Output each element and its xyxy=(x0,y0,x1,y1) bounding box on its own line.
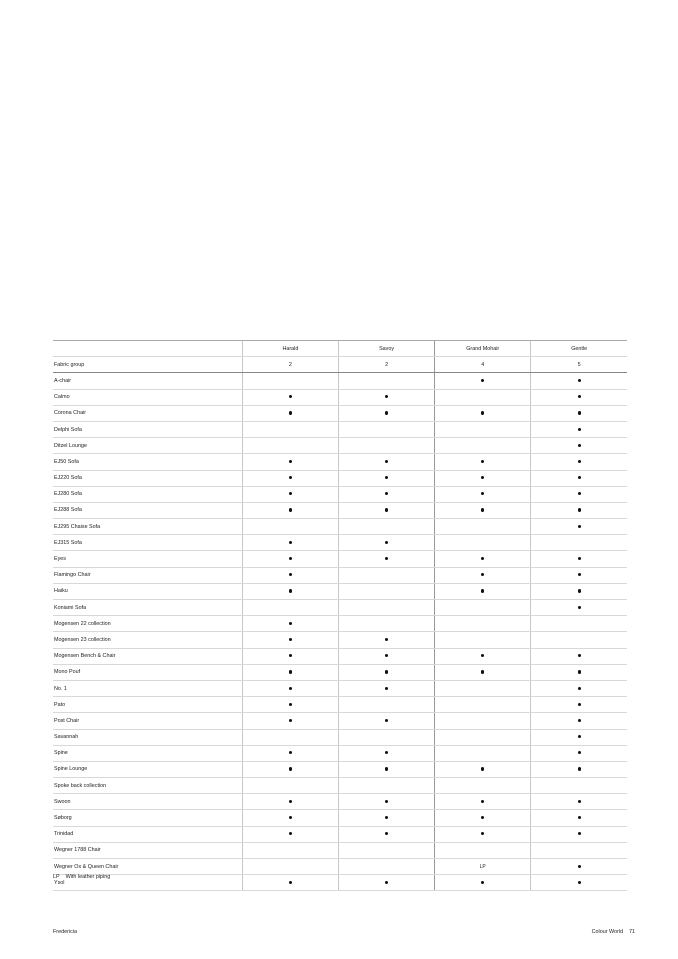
row-label: Søborg xyxy=(53,810,242,826)
availability-dot-icon xyxy=(481,557,484,560)
table-cell xyxy=(338,502,434,518)
column-header-gentle: Gentle xyxy=(531,341,627,357)
table-cell xyxy=(338,632,434,648)
table-row xyxy=(53,745,627,761)
availability-dot-icon xyxy=(385,476,388,479)
table-row xyxy=(53,778,627,794)
table-cell xyxy=(531,502,627,518)
table-cell xyxy=(435,842,531,858)
availability-dot-icon xyxy=(578,492,581,495)
availability-dot-icon xyxy=(578,395,581,398)
table-row xyxy=(53,535,627,551)
table-row xyxy=(53,697,627,713)
availability-dot-icon xyxy=(289,751,292,754)
table-row xyxy=(53,389,627,405)
table-cell xyxy=(531,794,627,810)
availability-dot-icon xyxy=(385,687,388,690)
availability-dot-icon xyxy=(578,800,581,803)
table-cell xyxy=(531,761,627,777)
availability-dot-icon xyxy=(481,508,484,511)
table-cell xyxy=(338,875,434,891)
fabric-availability-table xyxy=(53,340,627,891)
availability-dot-icon xyxy=(289,508,292,511)
availability-dot-icon xyxy=(385,767,388,770)
table-cell xyxy=(242,373,338,389)
table-cell xyxy=(435,567,531,583)
table-cell xyxy=(338,470,434,486)
table-row xyxy=(53,826,627,842)
table-cell xyxy=(531,551,627,567)
availability-dot-icon xyxy=(385,719,388,722)
table-row xyxy=(53,680,627,696)
table-cell xyxy=(531,486,627,502)
table-cell xyxy=(531,697,627,713)
table-row xyxy=(53,632,627,648)
table-cell xyxy=(531,875,627,891)
table-cell xyxy=(242,567,338,583)
table-cell xyxy=(338,745,434,761)
table-cell xyxy=(435,680,531,696)
table-row xyxy=(53,438,627,454)
table-cell xyxy=(338,616,434,632)
availability-dot-icon xyxy=(481,492,484,495)
table-cell xyxy=(531,680,627,696)
table-cell xyxy=(531,745,627,761)
availability-dot-icon xyxy=(385,638,388,641)
table-row xyxy=(53,761,627,777)
table-cell xyxy=(531,616,627,632)
availability-dot-icon xyxy=(289,622,292,625)
availability-dot-icon xyxy=(289,881,292,884)
table-cell xyxy=(435,794,531,810)
fabric-group-gentle: 5 xyxy=(531,357,627,373)
table-cell xyxy=(242,389,338,405)
row-label: Ysol xyxy=(53,875,242,891)
table-cell xyxy=(242,421,338,437)
table-cell xyxy=(242,875,338,891)
table-cell xyxy=(338,859,434,875)
table-cell xyxy=(435,421,531,437)
table-cell xyxy=(531,438,627,454)
row-label: EJ315 Sofa xyxy=(53,535,242,551)
table-cell xyxy=(242,859,338,875)
footer-right xyxy=(592,929,635,935)
availability-dot-icon xyxy=(578,816,581,819)
availability-dot-icon xyxy=(385,654,388,657)
row-label: Spine Lounge xyxy=(53,761,242,777)
table-cell xyxy=(242,470,338,486)
row-label: Calmo xyxy=(53,389,242,405)
table-cell xyxy=(242,826,338,842)
table-cell xyxy=(435,502,531,518)
table-cell xyxy=(338,697,434,713)
availability-dot-icon xyxy=(578,865,581,868)
availability-dot-icon xyxy=(481,573,484,576)
header-empty-cell xyxy=(53,341,242,357)
table-row xyxy=(53,373,627,389)
availability-dot-icon xyxy=(385,670,388,673)
row-label: Savannah xyxy=(53,729,242,745)
table-cell xyxy=(435,859,531,875)
availability-dot-icon xyxy=(289,492,292,495)
availability-dot-icon xyxy=(578,476,581,479)
row-label: Corona Chair xyxy=(53,405,242,421)
fabric-group-harald: 2 xyxy=(242,357,338,373)
availability-dot-icon xyxy=(481,832,484,835)
table-cell xyxy=(338,486,434,502)
footnote-text: With leather piping xyxy=(65,874,111,880)
table-cell xyxy=(242,486,338,502)
availability-dot-icon xyxy=(481,460,484,463)
row-label: Mogensen Bench & Chair xyxy=(53,648,242,664)
table-cell xyxy=(435,454,531,470)
availability-dot-icon xyxy=(578,460,581,463)
table-row xyxy=(53,454,627,470)
table-cell xyxy=(242,454,338,470)
table-cell xyxy=(435,875,531,891)
availability-dot-icon xyxy=(385,557,388,560)
table-row xyxy=(53,600,627,616)
table-cell xyxy=(242,810,338,826)
availability-dot-icon xyxy=(385,800,388,803)
table-row xyxy=(53,729,627,745)
table-cell xyxy=(435,810,531,826)
row-label: Flamingo Chair xyxy=(53,567,242,583)
table-cell xyxy=(531,454,627,470)
availability-dot-icon xyxy=(578,654,581,657)
footer-brand: Fredericia xyxy=(53,929,77,935)
table-cell xyxy=(435,389,531,405)
table-cell xyxy=(435,519,531,535)
table-cell xyxy=(338,535,434,551)
table-cell xyxy=(338,826,434,842)
table-cell xyxy=(435,697,531,713)
table-cell xyxy=(338,778,434,794)
table-row xyxy=(53,810,627,826)
availability-dot-icon xyxy=(289,476,292,479)
table-cell xyxy=(338,729,434,745)
table-cell xyxy=(242,535,338,551)
table-cell xyxy=(338,713,434,729)
row-label: EJ280 Sofa xyxy=(53,486,242,502)
availability-dot-icon xyxy=(578,751,581,754)
table-cell xyxy=(435,470,531,486)
availability-dot-icon xyxy=(289,800,292,803)
table-cell xyxy=(435,745,531,761)
table-cell xyxy=(242,600,338,616)
availability-dot-icon xyxy=(481,670,484,673)
availability-dot-icon xyxy=(481,654,484,657)
table-cell xyxy=(531,583,627,599)
availability-dot-icon xyxy=(289,395,292,398)
row-label: Ditzel Lounge xyxy=(53,438,242,454)
table-cell xyxy=(338,551,434,567)
table-cell xyxy=(531,713,627,729)
table-cell xyxy=(338,567,434,583)
availability-dot-icon xyxy=(289,767,292,770)
table-cell xyxy=(338,405,434,421)
table-cell xyxy=(435,664,531,680)
table-cell xyxy=(531,389,627,405)
table-row xyxy=(53,859,627,875)
table-cell xyxy=(531,567,627,583)
footer-section: Colour World xyxy=(591,929,623,935)
table-cell xyxy=(435,632,531,648)
availability-dot-icon xyxy=(578,687,581,690)
row-label: Mogensen 23 collection xyxy=(53,632,242,648)
table-row xyxy=(53,616,627,632)
table-cell xyxy=(242,632,338,648)
availability-dot-icon xyxy=(481,800,484,803)
table-row xyxy=(53,405,627,421)
table-cell xyxy=(338,648,434,664)
row-label: Wegner 1788 Chair xyxy=(53,842,242,858)
table-cell xyxy=(435,486,531,502)
table-cell xyxy=(338,519,434,535)
availability-dot-icon xyxy=(578,589,581,592)
availability-dot-icon xyxy=(578,444,581,447)
footnote-key: LP xyxy=(53,874,60,880)
availability-dot-icon xyxy=(289,573,292,576)
table-row xyxy=(53,470,627,486)
table-cell xyxy=(531,519,627,535)
table-cell xyxy=(531,648,627,664)
table-cell xyxy=(338,680,434,696)
row-label: EJ295 Chaise Sofa xyxy=(53,519,242,535)
availability-dot-icon xyxy=(578,670,581,673)
availability-dot-icon xyxy=(385,541,388,544)
table-cell xyxy=(338,438,434,454)
availability-dot-icon xyxy=(289,654,292,657)
row-label: Mogensen 22 collection xyxy=(53,616,242,632)
table-cell xyxy=(435,438,531,454)
table-cell xyxy=(531,405,627,421)
table-row xyxy=(53,664,627,680)
footnote xyxy=(53,874,110,880)
table-cell xyxy=(531,810,627,826)
table-cell xyxy=(435,729,531,745)
availability-dot-icon xyxy=(289,460,292,463)
availability-dot-icon xyxy=(578,573,581,576)
availability-dot-icon xyxy=(385,395,388,398)
table-cell xyxy=(531,826,627,842)
table-cell xyxy=(242,745,338,761)
availability-dot-icon xyxy=(578,508,581,511)
table-cell xyxy=(242,551,338,567)
row-label: Haiku xyxy=(53,583,242,599)
row-label: Spine xyxy=(53,745,242,761)
table-row xyxy=(53,519,627,535)
table-cell xyxy=(531,729,627,745)
table-cell xyxy=(435,778,531,794)
table-cell xyxy=(242,438,338,454)
row-label: Koniami Sofa xyxy=(53,600,242,616)
availability-dot-icon xyxy=(578,881,581,884)
availability-dot-icon xyxy=(289,589,292,592)
table-cell xyxy=(242,778,338,794)
table-body xyxy=(53,373,627,891)
row-label: Delphi Sofa xyxy=(53,421,242,437)
table-cell xyxy=(242,664,338,680)
table-cell xyxy=(531,535,627,551)
availability-dot-icon xyxy=(385,460,388,463)
availability-dot-icon xyxy=(289,687,292,690)
table-cell xyxy=(338,664,434,680)
table-cell xyxy=(242,697,338,713)
table-cell xyxy=(338,373,434,389)
table-cell xyxy=(338,761,434,777)
availability-dot-icon xyxy=(481,881,484,884)
table-cell xyxy=(338,842,434,858)
availability-dot-icon xyxy=(289,638,292,641)
availability-dot-icon xyxy=(578,606,581,609)
availability-dot-icon xyxy=(289,719,292,722)
table-cell xyxy=(338,600,434,616)
table-cell xyxy=(338,454,434,470)
table-cell xyxy=(531,421,627,437)
availability-dot-icon xyxy=(385,492,388,495)
table-cell xyxy=(242,713,338,729)
table-cell xyxy=(338,794,434,810)
table-cell xyxy=(531,778,627,794)
table-row xyxy=(53,875,627,891)
availability-dot-icon xyxy=(481,379,484,382)
table-row xyxy=(53,502,627,518)
table-row xyxy=(53,713,627,729)
table-row xyxy=(53,567,627,583)
availability-dot-icon xyxy=(385,411,388,414)
table-cell xyxy=(435,713,531,729)
availability-dot-icon xyxy=(578,719,581,722)
fabric-group-savoy: 2 xyxy=(338,357,434,373)
row-label: Post Chair xyxy=(53,713,242,729)
table-cell xyxy=(435,583,531,599)
table-cell xyxy=(242,405,338,421)
table-cell xyxy=(242,842,338,858)
column-header-grand-mohair: Grand Mohair xyxy=(435,341,531,357)
table-cell xyxy=(242,794,338,810)
cell-note: LP xyxy=(479,863,486,870)
table-row xyxy=(53,551,627,567)
fabric-group-grand-mohair: 4 xyxy=(435,357,531,373)
table-row xyxy=(53,486,627,502)
column-header-savoy: Savoy xyxy=(338,341,434,357)
page-number: 71 xyxy=(629,929,635,935)
column-header-harald: Harald xyxy=(242,341,338,357)
availability-dot-icon xyxy=(289,411,292,414)
table-cell xyxy=(435,535,531,551)
availability-dot-icon xyxy=(289,832,292,835)
table-cell xyxy=(242,648,338,664)
availability-dot-icon xyxy=(385,832,388,835)
table-cell xyxy=(435,373,531,389)
table-cell xyxy=(435,551,531,567)
availability-dot-icon xyxy=(578,411,581,414)
availability-dot-icon xyxy=(289,816,292,819)
table-cell xyxy=(531,632,627,648)
row-label: No. 1 xyxy=(53,680,242,696)
availability-dot-icon xyxy=(578,703,581,706)
table-cell xyxy=(531,600,627,616)
availability-dot-icon xyxy=(578,832,581,835)
availability-dot-icon xyxy=(289,703,292,706)
table-cell xyxy=(531,470,627,486)
row-label: Mono Pouf xyxy=(53,664,242,680)
row-label: Spoke back collection xyxy=(53,778,242,794)
availability-dot-icon xyxy=(578,735,581,738)
row-label: Pato xyxy=(53,697,242,713)
fabric-group-label: Fabric group xyxy=(53,357,242,373)
row-label: Trinidad xyxy=(53,826,242,842)
table-cell xyxy=(435,600,531,616)
table-cell xyxy=(435,405,531,421)
table-cell xyxy=(242,519,338,535)
availability-dot-icon xyxy=(385,508,388,511)
table-cell xyxy=(242,616,338,632)
availability-dot-icon xyxy=(385,881,388,884)
availability-dot-icon xyxy=(481,589,484,592)
row-label: A-chair xyxy=(53,373,242,389)
table-cell xyxy=(338,421,434,437)
row-label: EJ220 Sofa xyxy=(53,470,242,486)
fabric-group-row xyxy=(53,357,627,373)
table-cell xyxy=(531,859,627,875)
availability-dot-icon xyxy=(481,411,484,414)
availability-dot-icon xyxy=(385,816,388,819)
table-row xyxy=(53,842,627,858)
availability-dot-icon xyxy=(289,670,292,673)
row-label: EJ288 Sofa xyxy=(53,502,242,518)
table-cell xyxy=(242,761,338,777)
table-cell xyxy=(435,648,531,664)
availability-dot-icon xyxy=(578,557,581,560)
table-cell xyxy=(435,826,531,842)
table-cell xyxy=(435,616,531,632)
table-row xyxy=(53,583,627,599)
availability-dot-icon xyxy=(578,428,581,431)
table-cell xyxy=(435,761,531,777)
availability-dot-icon xyxy=(481,816,484,819)
table-cell xyxy=(338,810,434,826)
row-label: EJ50 Sofa xyxy=(53,454,242,470)
table-cell xyxy=(531,842,627,858)
availability-dot-icon xyxy=(481,767,484,770)
table-cell xyxy=(242,680,338,696)
availability-dot-icon xyxy=(578,525,581,528)
table-cell xyxy=(338,583,434,599)
row-label: Wegner Ox & Queen Chair xyxy=(53,859,242,875)
table-row xyxy=(53,421,627,437)
table-cell xyxy=(338,389,434,405)
availability-dot-icon xyxy=(385,751,388,754)
table-cell xyxy=(531,664,627,680)
availability-dot-icon xyxy=(289,541,292,544)
table-row xyxy=(53,648,627,664)
table-row xyxy=(53,794,627,810)
table-cell xyxy=(531,373,627,389)
column-header-row xyxy=(53,341,627,357)
availability-dot-icon xyxy=(481,476,484,479)
availability-dot-icon xyxy=(578,379,581,382)
availability-dot-icon xyxy=(289,557,292,560)
row-label: Swoon xyxy=(53,794,242,810)
availability-dot-icon xyxy=(578,767,581,770)
table-cell xyxy=(242,502,338,518)
table-cell xyxy=(242,583,338,599)
row-label: Eyes xyxy=(53,551,242,567)
table-cell xyxy=(242,729,338,745)
